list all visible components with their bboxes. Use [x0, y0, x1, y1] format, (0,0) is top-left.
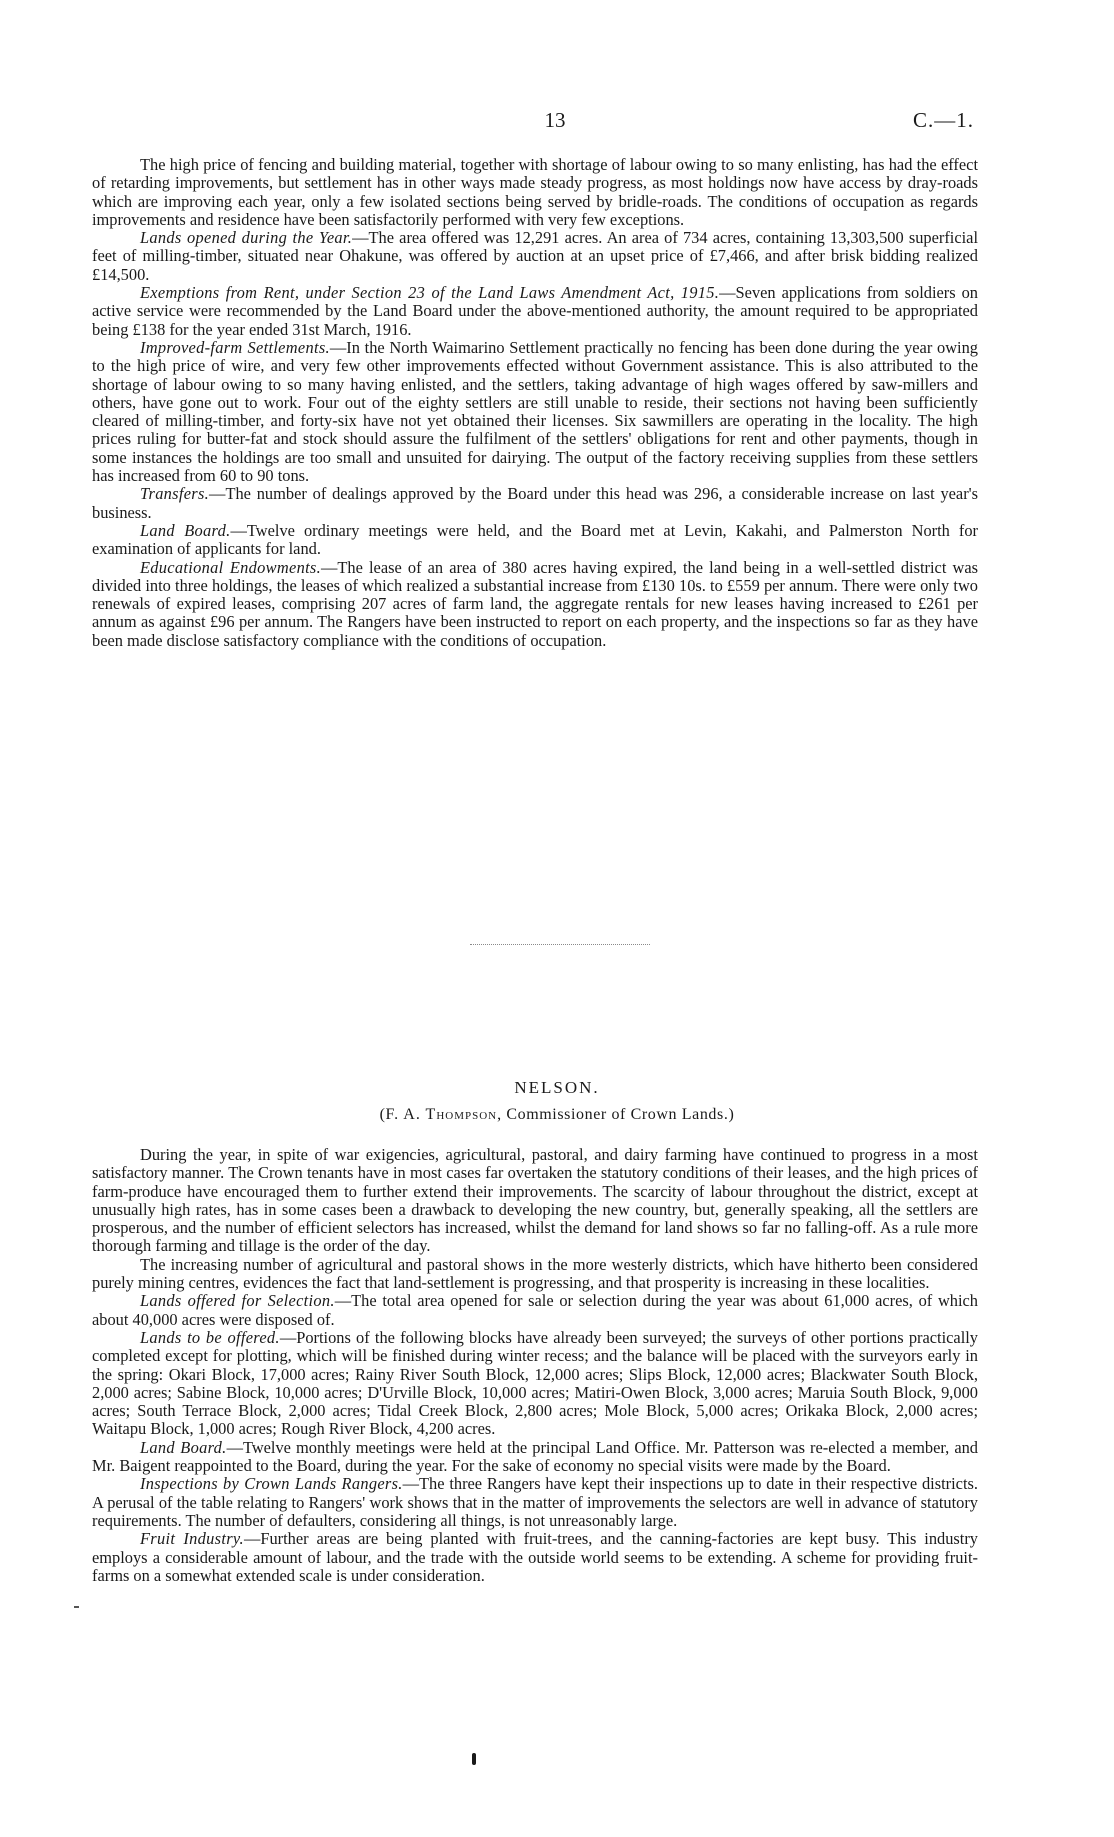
- margin-mark: [74, 1606, 79, 1608]
- paragraph-text: —Twelve ordinary meetings were held, and the Board met at Levin, Kakahi, and Palmerston North for examination of applicants for land.: [92, 520, 978, 559]
- paragraph-heading: Exemptions from Rent, under Section 23 of the Land Laws Amendment Act, 1915.: [140, 283, 720, 303]
- paragraph-text: The increasing number of agricultural and pastoral shows in the more westerly districts, which have hitherto been considered purely mining centres, evidences the fact that land-settlement is progressing, and that prosperity is increasing in these localities.: [92, 1254, 978, 1293]
- paragraph-text: —Seven applications from soldiers on active service were recommended by the Land Board under the above-mentioned authority, the amount required to be appropriated being £138 for the year ended 31st March, 1916.: [92, 283, 978, 339]
- paragraph-text: —The total area opened for sale or selection during the year was about 61,000 acres, of which about 40,000 acres were disposed of.: [92, 1291, 979, 1329]
- paragraph-heading: Land Board.: [140, 520, 231, 540]
- paragraph-text: —The lease of an area of 380 acres having expired, the land being in a well-settled district was divided into three holdings, the leases of which realized a substantial increase from £130 10s. to £559 per annum. There were only two renewals of expired leases, comprising 207 acres of farm land, the aggregate rentals for new leases having increased to £261 per annum as against £96 per annum. The Rangers have been instructed to report on each property, and the inspections so far as they have been made disclose satisfactory compliance with the conditions of occupation.: [92, 557, 978, 650]
- paragraph-heading: Lands to be offered.: [140, 1327, 280, 1347]
- paragraph: [92, 1256, 978, 1293]
- paragraph: [92, 229, 978, 284]
- paragraph: [92, 559, 978, 650]
- paragraph-heading: Educational Endowments.: [140, 557, 322, 577]
- author-open: (: [379, 1106, 386, 1123]
- paragraph: [92, 284, 978, 339]
- paragraph-heading: Fruit Industry.: [140, 1529, 244, 1549]
- section-author: [0, 1106, 1114, 1124]
- paragraph-heading: Land Board.: [140, 1437, 227, 1457]
- paragraph-heading: Improved-farm Settlements.: [140, 337, 330, 357]
- paragraph: [92, 522, 978, 559]
- nelson-report-section: [92, 1146, 978, 1585]
- paragraph-text: —The area offered was 12,291 acres. An area of 734 acres, containing 13,303,500 superficial feet of milling-timber, situated near Ohakune, was offered by auction at an upset price of £7,466, and after brisk bidding realized £14,500.: [92, 228, 979, 284]
- paragraph-text: —The number of dealings approved by the Board under this head was 296, a considerable increase on last year's business.: [92, 484, 978, 522]
- paragraph: [92, 1439, 978, 1476]
- paragraph: [92, 1475, 978, 1530]
- paragraph-heading: Transfers.: [140, 484, 210, 504]
- paragraph-text: —Portions of the following blocks have already been surveyed; the surveys of other portions practically completed except for plotting, which will be finished during winter recess; and the balance will be placed with the surveyors early in the spring: Okari Block, 17,000 acres; Rainy River South Block, 12,000 acres; Slips Block, 12,000 acres; Blackwater South Block, 2,000 acres; Sabine Block, 10,000 acres; D'Urville Block, 10,000 acres; Matiri-Owen Block, 3,000 acres; Maruia South Block, 9,000 acres; South Terrace Block, 2,000 acres; Tidal Creek Block, 2,800 acres; Mole Block, 5,000 acres; Orikaka Block, 2,000 acres; Waitapu Block, 1,000 acres; Rough River Block, 4,200 acres.: [92, 1327, 978, 1439]
- page-number: 13: [544, 108, 566, 132]
- paragraph: [92, 156, 978, 229]
- paragraph-text: —In the North Waimarino Settlement practically no fencing has been done during the year owing to the high price of wire, and very few other improvements effected without Government assistance. This is also attributed to the shortage of labour owing to so many having enlisted, and the settlers, taking advantage of high wages offered by saw-millers and others, have gone out to work. Four out of the eighty settlers are still unable to reside, their sections not having been sufficiently cleared of milling-timber, and forty-six have not yet obtained their licenses. Six sawmillers are operating in the locality. The high prices ruling for butter-fat and stock should assure the fulfilment of the settlers' obligations for rent and other payments, though in some instances the holdings are too small and unsuited for dairying. The output of the factory receiving supplies from these settlers has increased from 60 to 90 tons.: [92, 337, 979, 486]
- paragraph-heading: Lands offered for Selection.: [140, 1291, 335, 1311]
- paragraph-text: —The three Rangers have kept their inspections up to date in their respective districts. A perusal of the table relating to Rangers' work shows that in the matter of improvements the selectors are well in advance of statutory requirements. The number of defaulters, considering all things, is not unreasonably large.: [92, 1474, 978, 1530]
- paragraph: [92, 1146, 978, 1256]
- section-title: NELSON.: [514, 1078, 600, 1097]
- paragraph: [92, 1292, 978, 1329]
- paragraph-heading: Inspections by Crown Lands Rangers.: [140, 1474, 403, 1494]
- document-reference: C.—1.: [912, 108, 974, 132]
- paragraph: [92, 485, 978, 522]
- paragraph: [92, 1530, 978, 1585]
- paragraph: [92, 339, 978, 485]
- paragraph-text: During the year, in spite of war exigencies, agricultural, pastoral, and dairy farming have continued to progress in a most satisfactory manner. The Crown tenants have in most cases far overtaken the statutory conditions of their leases, and the high prices of farm-produce have encouraged them to further extend their improvements. The scarcity of labour throughout the district, except at unusually high rates, has in some cases been a drawback to developing the new country, but, generally speaking, all the settlers are prosperous, and the number of efficient selectors has increased, whilst the demand for land shows so far no falling-off. As a rule more thorough farming and tillage is the order of the day.: [92, 1145, 978, 1256]
- paragraph: [92, 1329, 978, 1439]
- land-board-report-section: [92, 156, 978, 650]
- author-name: F. A. Thompson: [385, 1106, 498, 1123]
- ink-mark: [472, 1753, 476, 1765]
- paragraph-heading: Lands opened during the Year.: [140, 228, 353, 248]
- author-title: , Commissioner of Crown Lands.): [497, 1106, 735, 1123]
- paragraph-text: —Further areas are being planted with fruit-trees, and the canning-factories are kept busy. This industry employs a considerable amount of labour, and the trade with the outside world seems to be extending. A scheme for providing fruit-farms on a somewhat extended scale is under consideration.: [92, 1529, 978, 1585]
- paragraph-text: The high price of fencing and building material, together with shortage of labour owing to so many enlisting, has had the effect of retarding improvements, but settlement has in other ways made steady progress, as most holdings now have access by dray-roads which are improving each year, only a few isolated sections being served by bridle-roads. The conditions of occupation as regards improvements and residence have been satisfactorily performed with very few exceptions.: [92, 155, 978, 229]
- section-divider: [470, 944, 650, 945]
- paragraph-text: —Twelve monthly meetings were held at the principal Land Office. Mr. Patterson was re-elected a member, and Mr. Baigent reappointed to the Board, during the year. For the sake of economy no special visits were made by the Board.: [92, 1437, 978, 1476]
